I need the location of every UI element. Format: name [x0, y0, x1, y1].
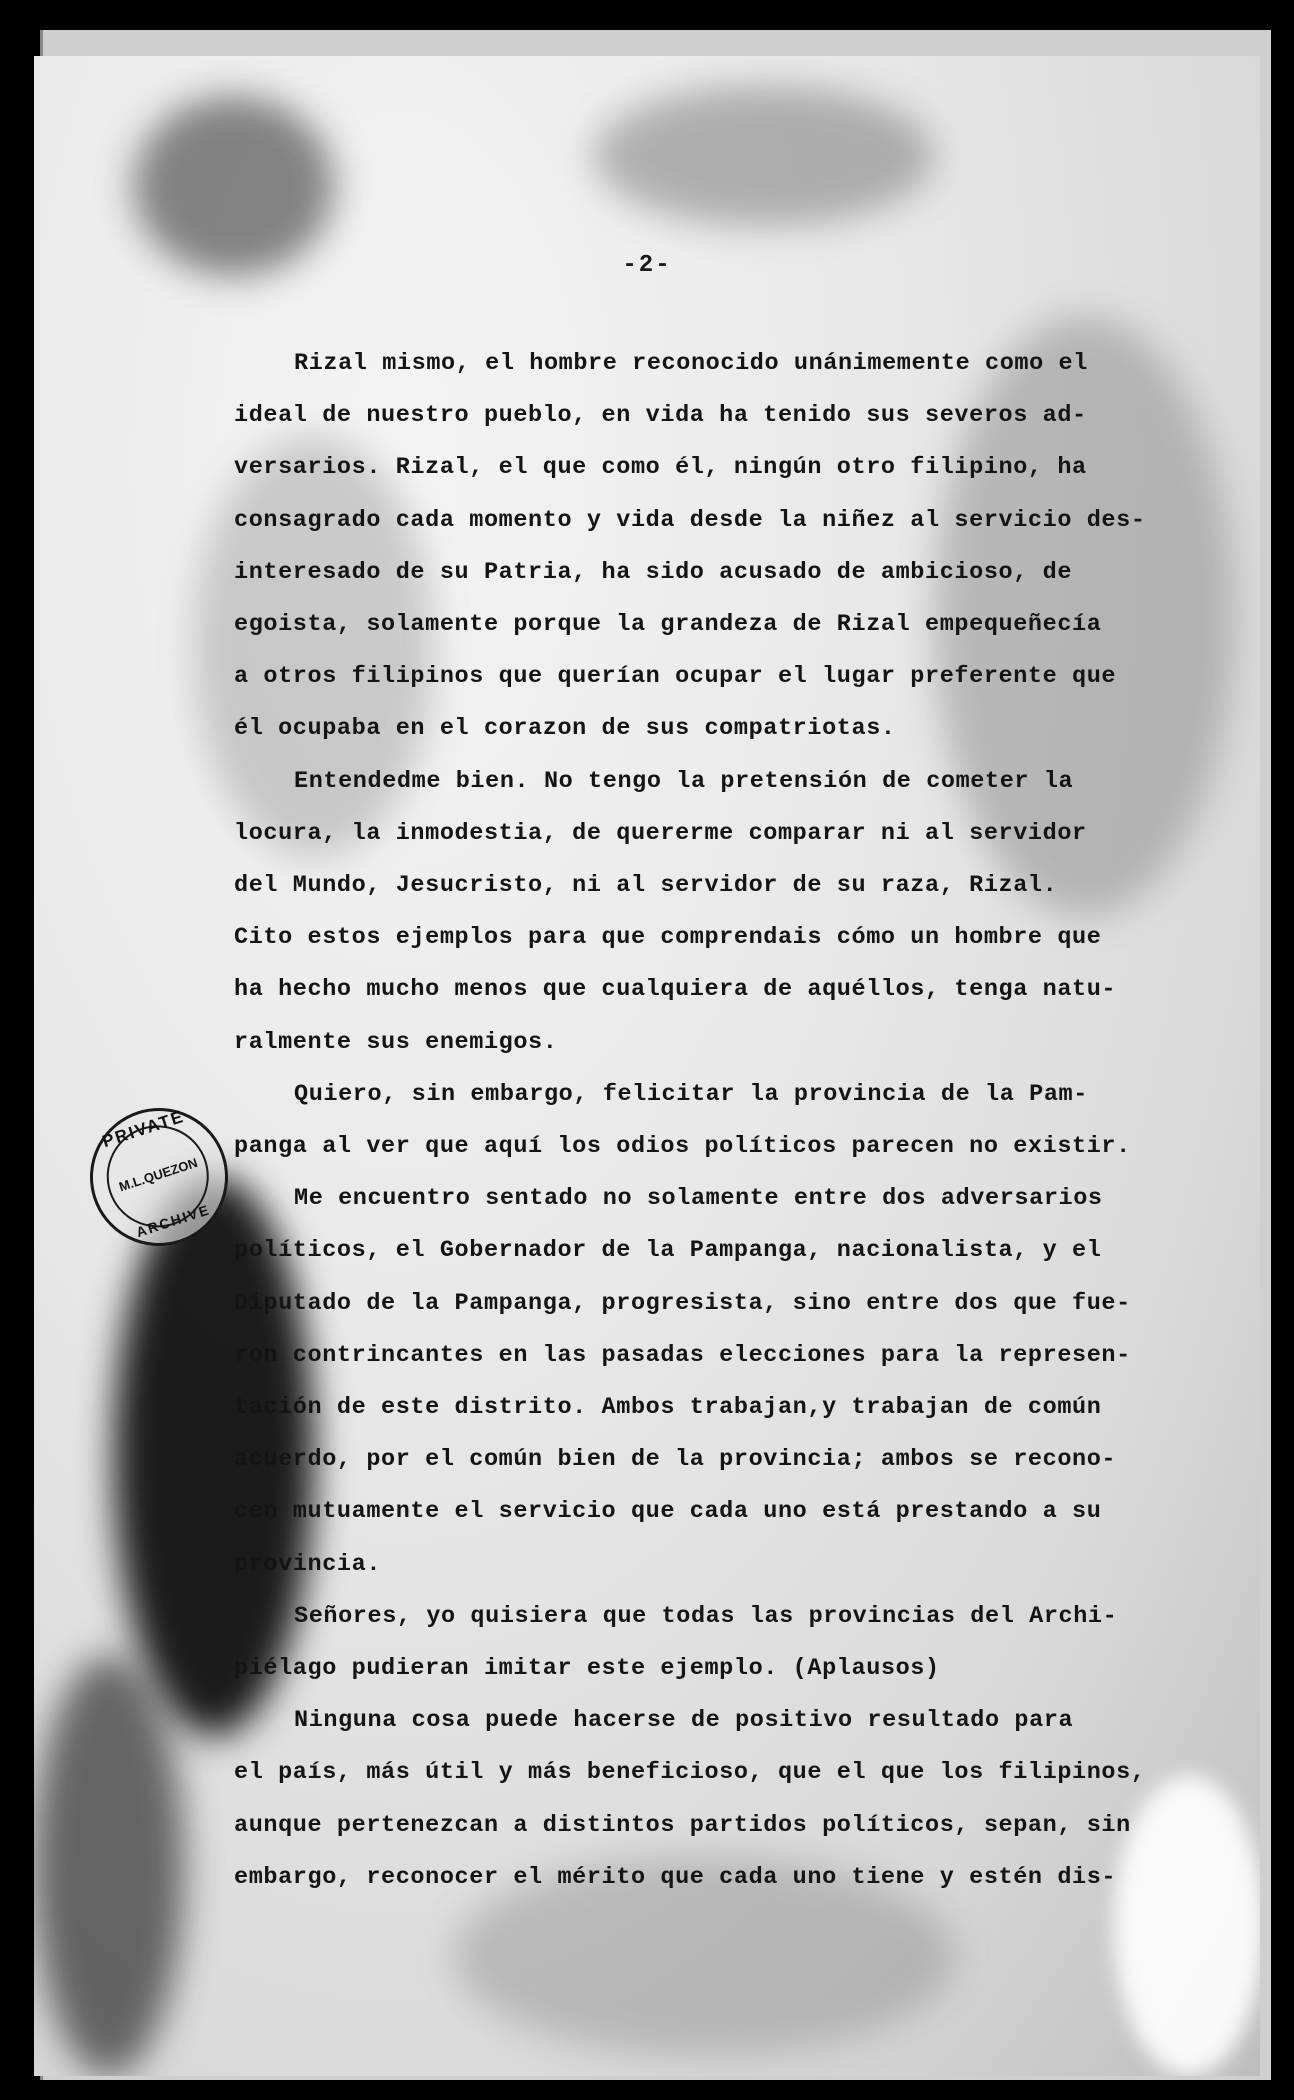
text-line: Cito estos ejemplos para que comprendais cómo un hombre que	[234, 924, 1102, 952]
text-line: aunque pertenezcan a distintos partidos políticos, sepan, sin	[234, 1811, 1131, 1839]
document-page	[34, 56, 1260, 2076]
stamp-text-middle: M.L.QUEZON	[117, 1154, 200, 1195]
text-line: egoista, solamente porque la grandeza de Rizal empequeñecía	[234, 611, 1102, 639]
text-line: acuerdo, por el común bien de la provincia; ambos se recono-	[234, 1446, 1117, 1474]
text-line: Rizal mismo, el hombre reconocido unánimemente como el	[294, 350, 1088, 377]
ink-stain	[594, 86, 934, 226]
text-line: Diputado de la Pampanga, progresista, sino entre dos que fue-	[234, 1289, 1131, 1317]
page-number: -2-	[622, 252, 672, 279]
text-line: ron contrincantes en las pasadas elecciones para la represen-	[234, 1341, 1131, 1369]
text-line: consagrado cada momento y vida desde la niñez al servicio des-	[234, 506, 1146, 534]
text-line: Ninguna cosa puede hacerse de positivo resultado para	[294, 1707, 1074, 1735]
text-line: Señores, yo quisiera que todas las provincias del Archi-	[294, 1602, 1118, 1630]
text-line: panga al ver que aquí los odios políticos parecen no existir.	[234, 1133, 1131, 1161]
typed-text-body	[234, 338, 1194, 1904]
text-line: el país, más útil y más beneficioso, que el que los filipinos,	[234, 1759, 1146, 1787]
text-line: tación de este distrito. Ambos trabajan,y trabajan de común	[234, 1394, 1102, 1422]
text-line: ideal de nuestro pueblo, en vida ha tenido sus severos ad-	[234, 402, 1087, 430]
stamp-text-bottom: ARCHIVE	[134, 1201, 213, 1241]
text-line: Entendedme bien. No tengo la pretensión de cometer la	[294, 767, 1074, 795]
stamp-text-top: PRIVATE	[99, 1106, 187, 1152]
text-line: versarios. Rizal, el que como él, ningún otro filipino, ha	[234, 454, 1087, 482]
text-line: ha hecho mucho menos que cualquiera de aquéllos, tenga natu-	[234, 976, 1117, 1004]
text-line: embargo, reconocer el mérito que cada uno tiene y estén dis-	[234, 1863, 1117, 1891]
text-line: piélago pudieran imitar este ejemplo. (Aplausos)	[234, 1655, 940, 1683]
text-line: él ocupaba en el corazon de sus compatriotas.	[234, 715, 896, 743]
text-line: del Mundo, Jesucristo, ni al servidor de su raza, Rizal.	[234, 872, 1058, 900]
text-line: interesado de su Patria, ha sido acusado de ambicioso, de	[234, 558, 1073, 586]
text-line: ralmente sus enemigos.	[234, 1028, 558, 1056]
ink-stain	[134, 96, 334, 276]
text-line: cen mutuamente el servicio que cada uno está prestando a su	[234, 1498, 1102, 1526]
text-line: a otros filipinos que querían ocupar el lugar preferente que	[234, 663, 1117, 691]
ink-stain	[34, 1656, 184, 2076]
text-line: Quiero, sin embargo, felicitar la provincia de la Pam-	[294, 1080, 1088, 1108]
text-line: provincia.	[234, 1550, 382, 1578]
text-line: Me encuentro sentado no solamente entre dos adversarios	[294, 1185, 1103, 1213]
text-line: locura, la inmodestia, de quererme comparar ni al servidor	[234, 819, 1087, 847]
text-line: políticos, el Gobernador de la Pampanga, nacionalista, y el	[234, 1237, 1102, 1265]
